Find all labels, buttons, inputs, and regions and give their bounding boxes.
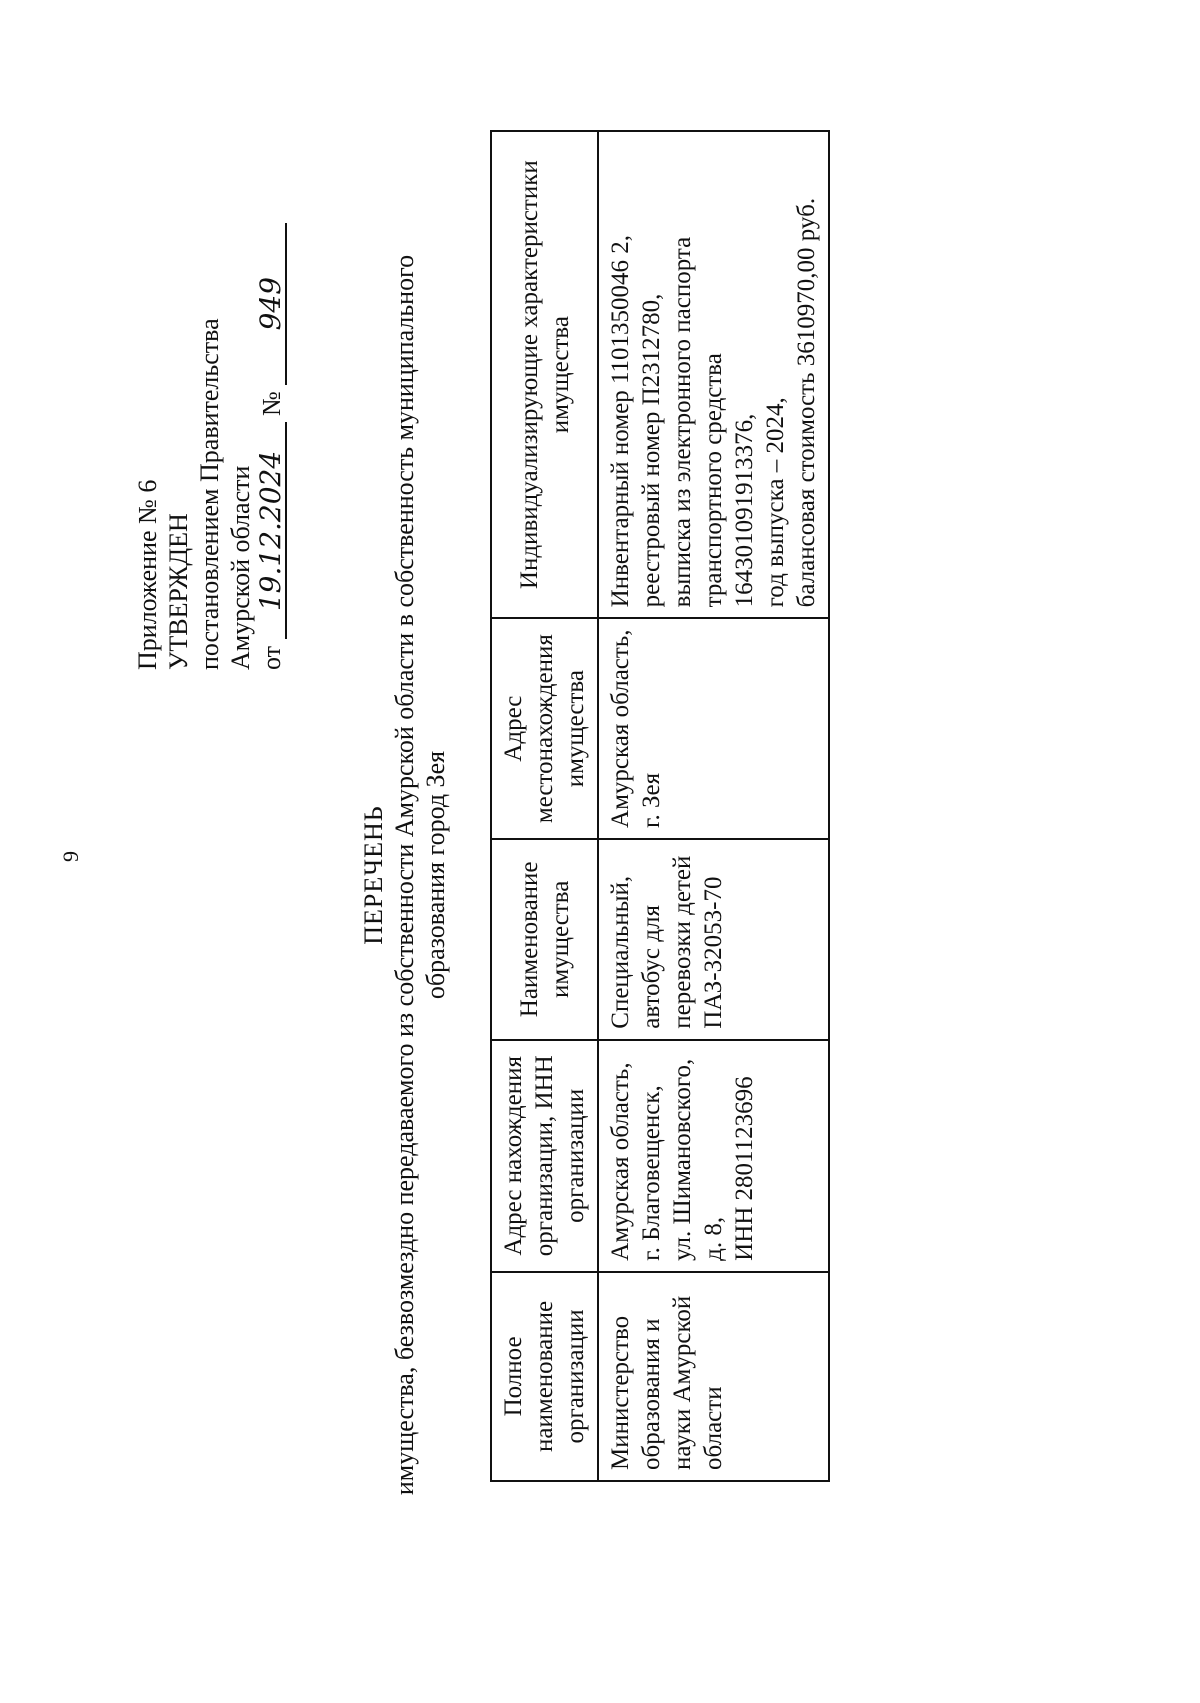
rotated-landscape-content <box>20 90 1060 1670</box>
header-org-name: Полное наименование организации <box>491 1272 598 1481</box>
handwritten-date: 19.12.2024 <box>257 422 287 639</box>
document-title <box>358 230 451 1520</box>
decree-label: постановлением Правительства <box>195 318 224 670</box>
decree-date-number-line <box>256 130 287 670</box>
header-property-characteristics: Индивидуализирующие характеристики имущества <box>491 131 598 618</box>
handwritten-decree-number: 949 <box>257 223 287 385</box>
region-label: Амурской области <box>226 465 255 670</box>
header-property-address: Адрес местонахождения имущества <box>491 618 598 839</box>
header-property-name: Наименование имущества <box>491 839 598 1040</box>
cell-property-address: Амурская область, г. Зея <box>598 618 829 839</box>
cell-org-name: Министерство образования и науки Амурской области <box>598 1272 829 1481</box>
title-heading: ПЕРЕЧЕНЬ <box>359 805 388 945</box>
property-list-table <box>490 130 830 1482</box>
number-sign: № <box>257 391 286 416</box>
appendix-label: Приложение № 6 <box>133 479 162 670</box>
title-line-2: образования город Зея <box>421 750 450 1000</box>
approved-label: УТВЕРЖДЕН <box>164 513 193 670</box>
approval-stamp-block <box>132 130 287 670</box>
page-number: 9 <box>58 851 83 862</box>
header-org-address: Адрес нахождения организации, ИНН организации <box>491 1040 598 1272</box>
table-header-row <box>491 131 598 1481</box>
title-line-1: имущества, безвозмездно передаваемого из собственности Амурской области в собственность муниципального <box>390 254 419 1496</box>
cell-property-characteristics: Инвентарный номер 1101350046 2, реестровый номер П2312780, выписка из электронного паспорта транспортного средства 164301091913376, год выпуска – 2024, балансовая стоимость 3610970,00 руб. <box>598 131 829 618</box>
table-row <box>598 131 829 1481</box>
cell-org-address: Амурская область, г. Благовещенск, ул. Шимановского, д. 8, ИНН 2801123696 <box>598 1040 829 1272</box>
cell-property-name: Специальный, автобус для перевозки детей ПАЗ-32053-70 <box>598 839 829 1040</box>
date-prefix: от <box>257 645 286 670</box>
